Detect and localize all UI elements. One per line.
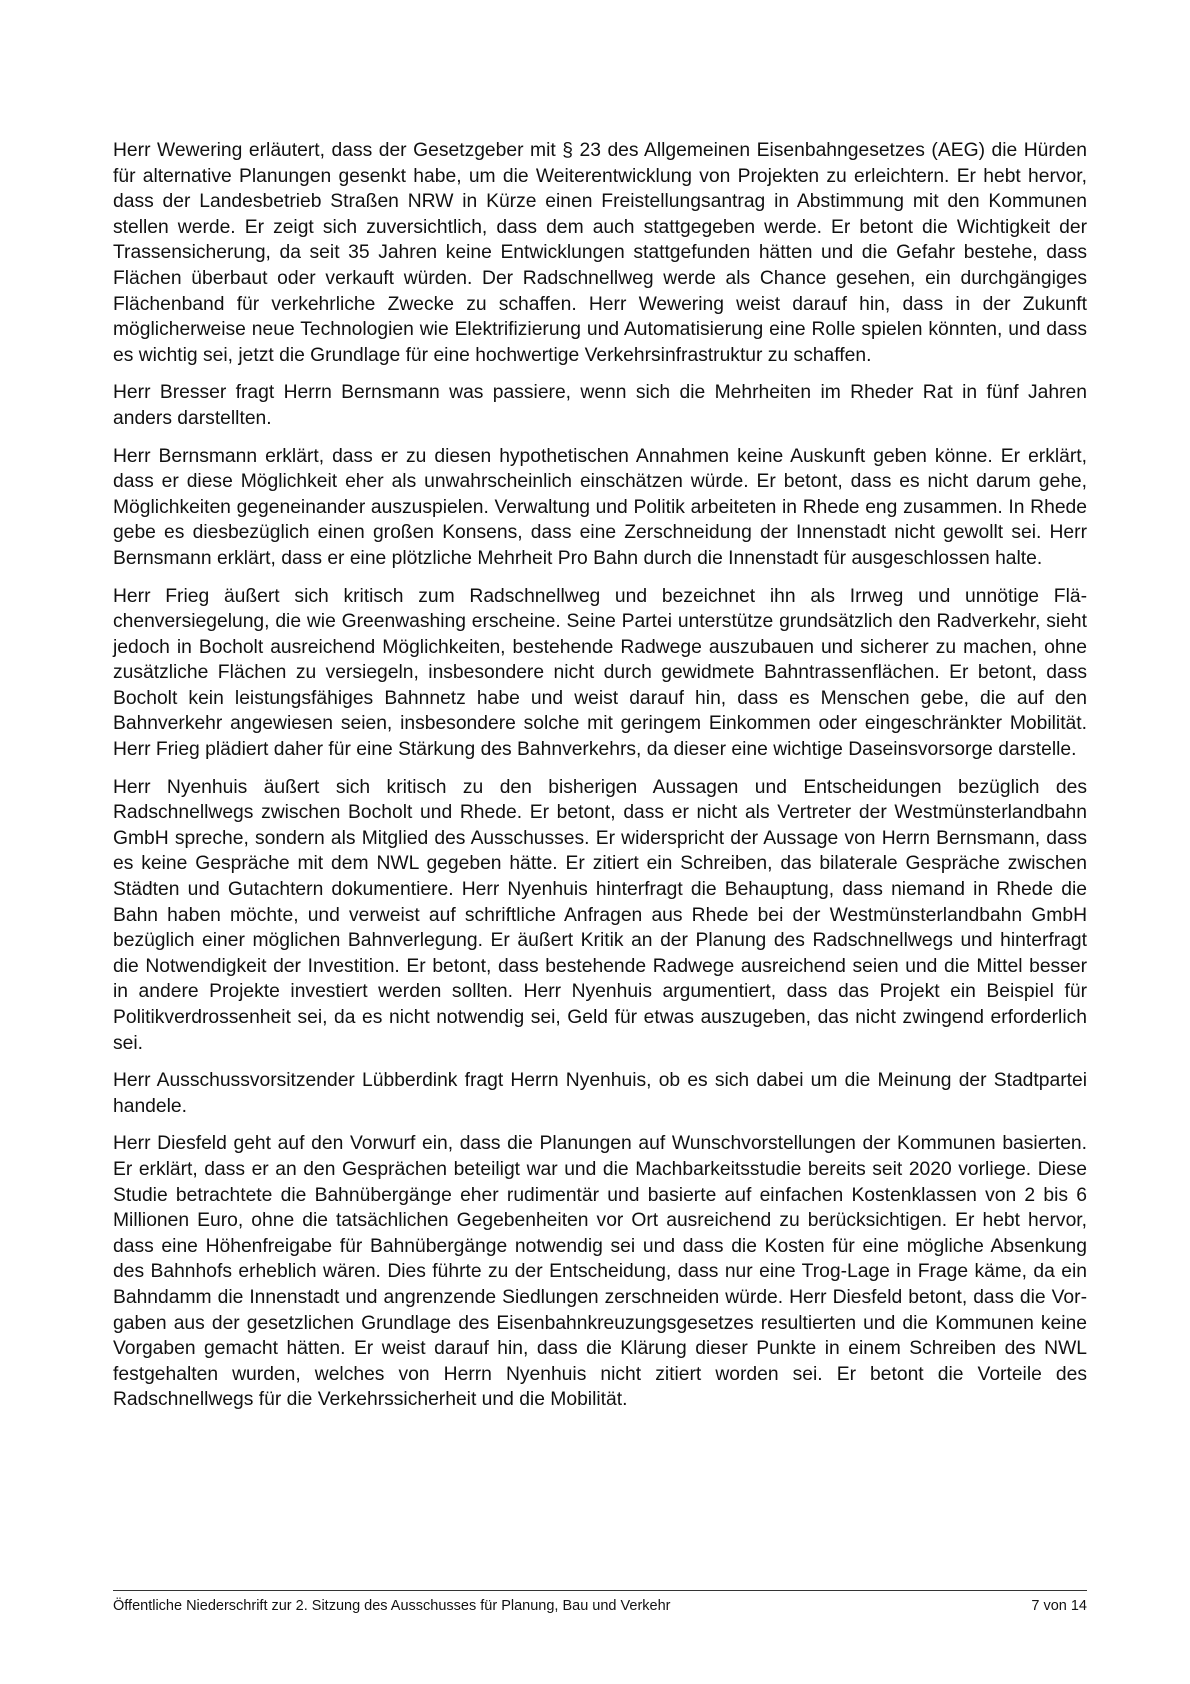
paragraph-bresser: Herr Bresser fragt Herrn Bernsmann was passiere, wenn sich die Mehrheiten im Rheder Rat in fünf Jahren anders darstellten. — [113, 382, 1087, 429]
page-footer — [113, 1590, 1087, 1615]
document-body — [113, 138, 1087, 1425]
footer-title: Öffentliche Niederschrift zur 2. Sitzung des Ausschusses für Planung, Bau und Verkehr — [113, 1598, 671, 1614]
page-number: 7 von 14 — [1031, 1598, 1087, 1614]
paragraph-wewering: Herr Wewering erläutert, dass der Gesetzgeber mit § 23 des Allgemeinen Eisenbahngesetzes (AEG) die Hürden für alternative Planungen gesenkt habe, um die Weiterentwicklung von Projekten zu erleichtern. Er hebt hervor, dass der Landesbetrieb Straßen NRW in Kürze einen Freistellungsantrag in Abstimmung mit den Kommunen stellen werde. Er zeigt sich zuversichtlich, dass dem auch stattgegeben werde. Er betont die Wichtigkeit der Trassensicherung, da seit 35 Jahren keine Entwicklungen stattgefunden hätten und die Gefahr bestehe, dass Flächen überbaut oder verkauft würden. Der Radschnellweg werde als Chance gesehen, ein durchgängiges Flächenband für verkehrliche Zwecke zu schaffen. Herr Wewering weist darauf hin, dass in der Zukunft möglicherweise neue Technologien wie Elektrifizierung und Automatisierung eine Rolle spielen könnten, und dass es wichtig sei, jetzt die Grundlage für eine hochwertige Verkehrsinfrastruktur zu schaffen. — [113, 140, 1087, 366]
paragraph-bernsmann: Herr Bernsmann erklärt, dass er zu diesen hypothetischen Annahmen keine Auskunft geben könne. Er erklärt, dass er diese Möglichkeit eher als unwahrscheinlich einschätzen würde. Er betont, dass es nicht darum gehe, Möglichkeiten gegeneinander auszuspielen. Verwaltung und Politik arbeiteten in Rhede eng zusammen. In Rhede gebe es diesbezüglich einen großen Konsens, dass eine Zerschneidung der Innenstadt nicht gewollt sei. Herr Bernsmann erklärt, dass er eine plötzliche Mehrheit Pro Bahn durch die Innenstadt für ausgeschlossen halte. — [113, 445, 1087, 569]
paragraph-luebberdink: Herr Ausschussvorsitzender Lübberdink fragt Herrn Nyenhuis, ob es sich dabei um die Meinung der Stadtpartei handele. — [113, 1070, 1087, 1117]
paragraph-diesfeld: Herr Diesfeld geht auf den Vorwurf ein, dass die Planungen auf Wunschvorstellungen der Kommunen basierten. Er erklärt, dass er an den Gesprächen beteiligt war und die Machbarkeitsstudie bereits seit 2020 vorliege. Diese Studie betrachtete die Bahnübergänge eher rudimentär und basierte auf einfachen Kostenklassen von 2 bis 6 Millionen Euro, ohne die tatsächlichen Gegebenheiten vor Ort ausreichend zu berücksichtigen. Er hebt hervor, dass eine Höhenfreigabe für Bahnübergänge notwendig sei und dass die Kosten für eine mögliche Absenkung des Bahnhofs erheblich wären. Dies führte zu der Entscheidung, dass nur eine Trog-Lage in Frage käme, da ein Bahndamm die Innenstadt und angrenzende Siedlungen zerschneiden würde. Herr Diesfeld betont, dass die Vorgaben aus der gesetzlichen Grundlage des Eisenbahnkreuzungsgesetzes resultierten und die Kommunen keine Vorgaben gemacht hätten. Er weist darauf hin, dass die Klärung dieser Punkte in einem Schreiben des NWL festgehalten wurden, welches von Herrn Nyenhuis nicht zitiert worden sei. Er betont die Vorteile des Radschnellwegs für die Verkehrssicherheit und die Mobilität. — [113, 1133, 1087, 1411]
paragraph-frieg: Herr Frieg äußert sich kritisch zum Radschnellweg und bezeichnet ihn als Irrweg und unnötige Flächenversiegelung, die wie Greenwashing erscheine. Seine Partei unterstütze grundsätzlich den Radverkehr, sieht jedoch in Bocholt ausreichend Möglichkeiten, bestehende Radwege auszubauen und sicherer zu machen, ohne zusätzliche Flächen zu versiegeln, insbesondere nicht durch gewidmete Bahntrassenflächen. Er betont, dass Bocholt kein leistungsfähiges Bahnnetz habe und weist darauf hin, dass es Menschen gebe, die auf den Bahnverkehr angewiesen seien, insbesondere solche mit geringem Einkommen oder eingeschränkter Mobilität. Herr Frieg plädiert daher für eine Stärkung des Bahnverkehrs, da dieser eine wichtige Daseinsvorsorge darstelle. — [113, 585, 1087, 761]
paragraph-nyenhuis: Herr Nyenhuis äußert sich kritisch zu den bisherigen Aussagen und Entscheidungen bezüglich des Radschnellwegs zwischen Bocholt und Rhede. Er betont, dass er nicht als Vertreter der Westmünsterlandbahn GmbH spreche, sondern als Mitglied des Ausschusses. Er widerspricht der Aussage von Herrn Bernsmann, dass es keine Gespräche mit dem NWL gegeben hätte. Er zitiert ein Schreiben, das bilaterale Gespräche zwischen Städten und Gutachtern dokumentiere. Herr Nyenhuis hinterfragt die Behauptung, dass niemand in Rhede die Bahn haben möchte, und verweist auf schriftliche Anfragen aus Rhede bei der Westmünsterlandbahn GmbH bezüglich einer möglichen Bahnverlegung. Er äußert Kritik an der Planung des Radschnellwegs und hinterfragt die Notwendigkeit der Investition. Er betont, dass bestehende Radwege ausreichend seien und die Mittel besser in andere Projekte investiert werden sollten. Herr Nyenhuis argumentiert, dass das Projekt ein Beispiel für Politikverdrossenheit sei, da es nicht notwendig sei, Geld für etwas auszugeben, das nicht zwingend erforderlich sei. — [113, 776, 1087, 1054]
